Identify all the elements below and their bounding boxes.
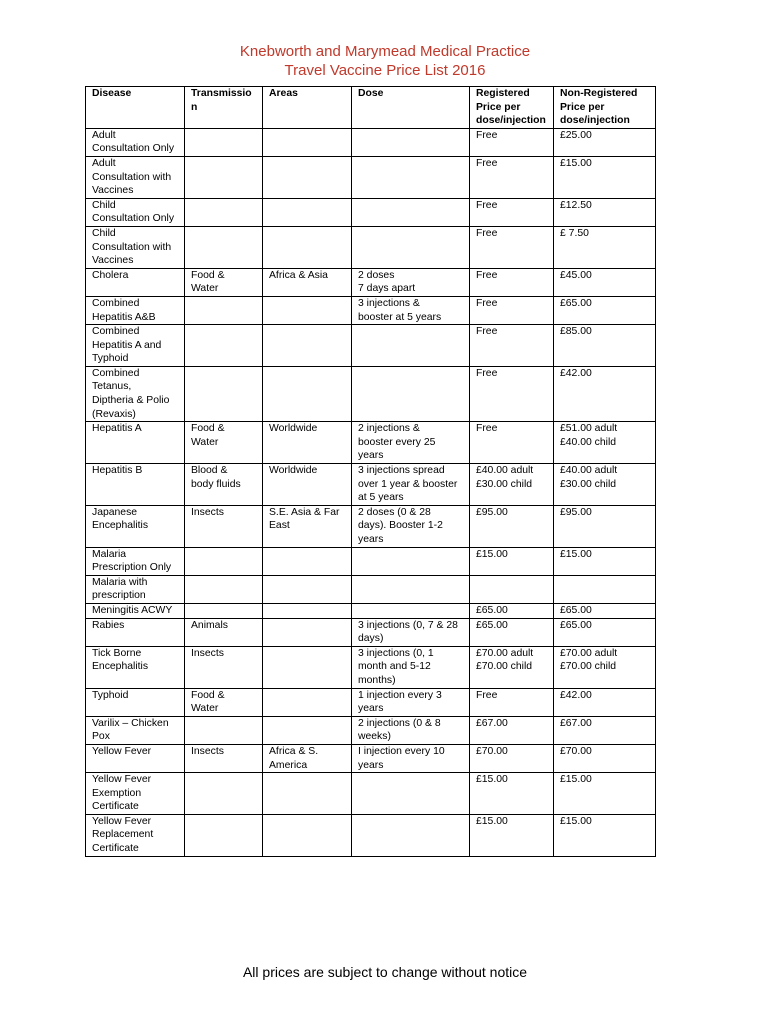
cell-disease: Adult Consultation with Vaccines <box>86 156 185 198</box>
cell-transmission <box>185 603 263 618</box>
table-row <box>86 268 656 296</box>
cell-transmission <box>185 156 263 198</box>
cell-dose <box>352 773 470 815</box>
header-non-registered-price: Non-Registered Price per dose/injection <box>554 87 656 129</box>
cell-registered-price: Free <box>470 422 554 464</box>
cell-transmission <box>185 716 263 744</box>
cell-non-registered-price: £40.00 adult £30.00 child <box>554 464 656 506</box>
cell-registered-price: £15.00 <box>470 773 554 815</box>
cell-transmission: Insects <box>185 744 263 772</box>
cell-transmission: Insects <box>185 646 263 688</box>
cell-areas <box>263 156 352 198</box>
cell-registered-price: Free <box>470 688 554 716</box>
cell-dose <box>352 366 470 421</box>
cell-areas: Africa & S. America <box>263 744 352 772</box>
cell-registered-price: £15.00 <box>470 547 554 575</box>
cell-dose <box>352 547 470 575</box>
cell-disease: Rabies <box>86 618 185 646</box>
cell-disease: Tick Borne Encephalitis <box>86 646 185 688</box>
cell-dose <box>352 575 470 603</box>
cell-disease: Yellow Fever <box>86 744 185 772</box>
cell-dose: 3 injections spread over 1 year & booster at 5 years <box>352 464 470 506</box>
cell-non-registered-price: £65.00 <box>554 296 656 324</box>
table-row <box>86 716 656 744</box>
cell-areas <box>263 575 352 603</box>
cell-disease: Combined Hepatitis A&B <box>86 296 185 324</box>
header-dose: Dose <box>352 87 470 129</box>
cell-non-registered-price: £65.00 <box>554 603 656 618</box>
cell-disease: Yellow Fever Replacement Certificate <box>86 814 185 856</box>
table-row <box>86 618 656 646</box>
cell-dose: 2 doses (0 & 28 days). Booster 1-2 years <box>352 505 470 547</box>
cell-registered-price: £65.00 <box>470 603 554 618</box>
cell-disease: Meningitis ACWY <box>86 603 185 618</box>
cell-transmission: Food & Water <box>185 688 263 716</box>
cell-non-registered-price: £12.50 <box>554 198 656 226</box>
cell-areas: Worldwide <box>263 422 352 464</box>
cell-areas <box>263 547 352 575</box>
cell-non-registered-price: £25.00 <box>554 128 656 156</box>
cell-registered-price: £67.00 <box>470 716 554 744</box>
table-row <box>86 814 656 856</box>
cell-non-registered-price: £70.00 adult £70.00 child <box>554 646 656 688</box>
cell-dose: 3 injections (0, 1 month and 5-12 months) <box>352 646 470 688</box>
cell-non-registered-price: £15.00 <box>554 773 656 815</box>
cell-dose: 1 injection every 3 years <box>352 688 470 716</box>
cell-transmission <box>185 773 263 815</box>
cell-dose: 2 doses 7 days apart <box>352 268 470 296</box>
cell-transmission: Food & Water <box>185 268 263 296</box>
vaccine-price-table <box>85 86 656 857</box>
cell-areas: Worldwide <box>263 464 352 506</box>
cell-non-registered-price: £ 7.50 <box>554 226 656 268</box>
cell-disease: Malaria Prescription Only <box>86 547 185 575</box>
cell-transmission: Food & Water <box>185 422 263 464</box>
cell-registered-price: £40.00 adult £30.00 child <box>470 464 554 506</box>
cell-registered-price: Free <box>470 268 554 296</box>
cell-transmission <box>185 814 263 856</box>
cell-dose <box>352 325 470 367</box>
cell-registered-price: £95.00 <box>470 505 554 547</box>
cell-registered-price: £70.00 <box>470 744 554 772</box>
cell-dose <box>352 198 470 226</box>
table-row <box>86 156 656 198</box>
cell-transmission <box>185 226 263 268</box>
cell-transmission <box>185 575 263 603</box>
cell-transmission <box>185 366 263 421</box>
cell-transmission <box>185 325 263 367</box>
cell-dose <box>352 128 470 156</box>
cell-disease: Hepatitis A <box>86 422 185 464</box>
cell-areas <box>263 603 352 618</box>
cell-disease: Varilix – Chicken Pox <box>86 716 185 744</box>
cell-registered-price: £65.00 <box>470 618 554 646</box>
cell-non-registered-price: £51.00 adult £40.00 child <box>554 422 656 464</box>
cell-areas: Africa & Asia <box>263 268 352 296</box>
cell-disease: Combined Hepatitis A and Typhoid <box>86 325 185 367</box>
cell-dose <box>352 156 470 198</box>
cell-areas <box>263 618 352 646</box>
header-registered-price: Registered Price per dose/injection <box>470 87 554 129</box>
cell-non-registered-price: £45.00 <box>554 268 656 296</box>
price-list-title: Travel Vaccine Price List 2016 <box>284 62 486 79</box>
cell-transmission <box>185 547 263 575</box>
cell-registered-price: Free <box>470 198 554 226</box>
cell-areas <box>263 773 352 815</box>
table-row <box>86 296 656 324</box>
header-areas: Areas <box>263 87 352 129</box>
cell-registered-price <box>470 575 554 603</box>
table-body <box>86 128 656 856</box>
cell-dose: I injection every 10 years <box>352 744 470 772</box>
table-row <box>86 226 656 268</box>
cell-disease: Typhoid <box>86 688 185 716</box>
header-transmission: Transmission <box>185 87 263 129</box>
cell-non-registered-price: £65.00 <box>554 618 656 646</box>
cell-non-registered-price: £15.00 <box>554 814 656 856</box>
table-row <box>86 128 656 156</box>
cell-transmission <box>185 296 263 324</box>
cell-disease: Hepatitis B <box>86 464 185 506</box>
cell-registered-price: £15.00 <box>470 814 554 856</box>
cell-registered-price: Free <box>470 296 554 324</box>
cell-registered-price: Free <box>470 366 554 421</box>
cell-areas <box>263 226 352 268</box>
cell-areas <box>263 646 352 688</box>
cell-dose <box>352 603 470 618</box>
cell-transmission: Animals <box>185 618 263 646</box>
table-header-row <box>86 87 656 129</box>
table-row <box>86 422 656 464</box>
cell-non-registered-price: £15.00 <box>554 547 656 575</box>
cell-areas <box>263 325 352 367</box>
table-row <box>86 198 656 226</box>
table-row <box>86 366 656 421</box>
table-row <box>86 464 656 506</box>
cell-dose: 3 injections (0, 7 & 28 days) <box>352 618 470 646</box>
table-row <box>86 773 656 815</box>
cell-disease: Adult Consultation Only <box>86 128 185 156</box>
cell-non-registered-price: £95.00 <box>554 505 656 547</box>
cell-disease: Japanese Encephalitis <box>86 505 185 547</box>
cell-disease: Combined Tetanus, Diptheria & Polio (Revaxis) <box>86 366 185 421</box>
cell-areas <box>263 716 352 744</box>
cell-non-registered-price: £70.00 <box>554 744 656 772</box>
header-disease: Disease <box>86 87 185 129</box>
cell-dose <box>352 226 470 268</box>
table-row <box>86 603 656 618</box>
cell-areas: S.E. Asia & Far East <box>263 505 352 547</box>
practice-name: Knebworth and Marymead Medical Practice <box>239 43 531 60</box>
cell-disease: Cholera <box>86 268 185 296</box>
cell-non-registered-price: £67.00 <box>554 716 656 744</box>
table-row <box>86 505 656 547</box>
cell-registered-price: £70.00 adult £70.00 child <box>470 646 554 688</box>
cell-non-registered-price <box>554 575 656 603</box>
cell-disease: Child Consultation with Vaccines <box>86 226 185 268</box>
cell-areas <box>263 198 352 226</box>
cell-disease: Malaria with prescription <box>86 575 185 603</box>
cell-areas <box>263 366 352 421</box>
cell-transmission <box>185 198 263 226</box>
table-row <box>86 744 656 772</box>
cell-transmission: Blood & body fluids <box>185 464 263 506</box>
cell-registered-price: Free <box>470 128 554 156</box>
cell-registered-price: Free <box>470 325 554 367</box>
cell-non-registered-price: £15.00 <box>554 156 656 198</box>
cell-registered-price: Free <box>470 226 554 268</box>
cell-non-registered-price: £85.00 <box>554 325 656 367</box>
table-row <box>86 547 656 575</box>
cell-registered-price: Free <box>470 156 554 198</box>
cell-non-registered-price: £42.00 <box>554 688 656 716</box>
cell-areas <box>263 814 352 856</box>
cell-areas <box>263 688 352 716</box>
cell-disease: Child Consultation Only <box>86 198 185 226</box>
cell-dose <box>352 814 470 856</box>
table-row <box>86 575 656 603</box>
cell-disease: Yellow Fever Exemption Certificate <box>86 773 185 815</box>
cell-dose: 2 injections & booster every 25 years <box>352 422 470 464</box>
document-header <box>0 42 770 80</box>
table-row <box>86 325 656 367</box>
cell-areas <box>263 296 352 324</box>
table-row <box>86 646 656 688</box>
cell-dose: 2 injections (0 & 8 weeks) <box>352 716 470 744</box>
cell-transmission: Insects <box>185 505 263 547</box>
table-row <box>86 688 656 716</box>
cell-non-registered-price: £42.00 <box>554 366 656 421</box>
cell-transmission <box>185 128 263 156</box>
footer-note: All prices are subject to change without notice <box>242 964 528 980</box>
cell-dose: 3 injections & booster at 5 years <box>352 296 470 324</box>
cell-areas <box>263 128 352 156</box>
